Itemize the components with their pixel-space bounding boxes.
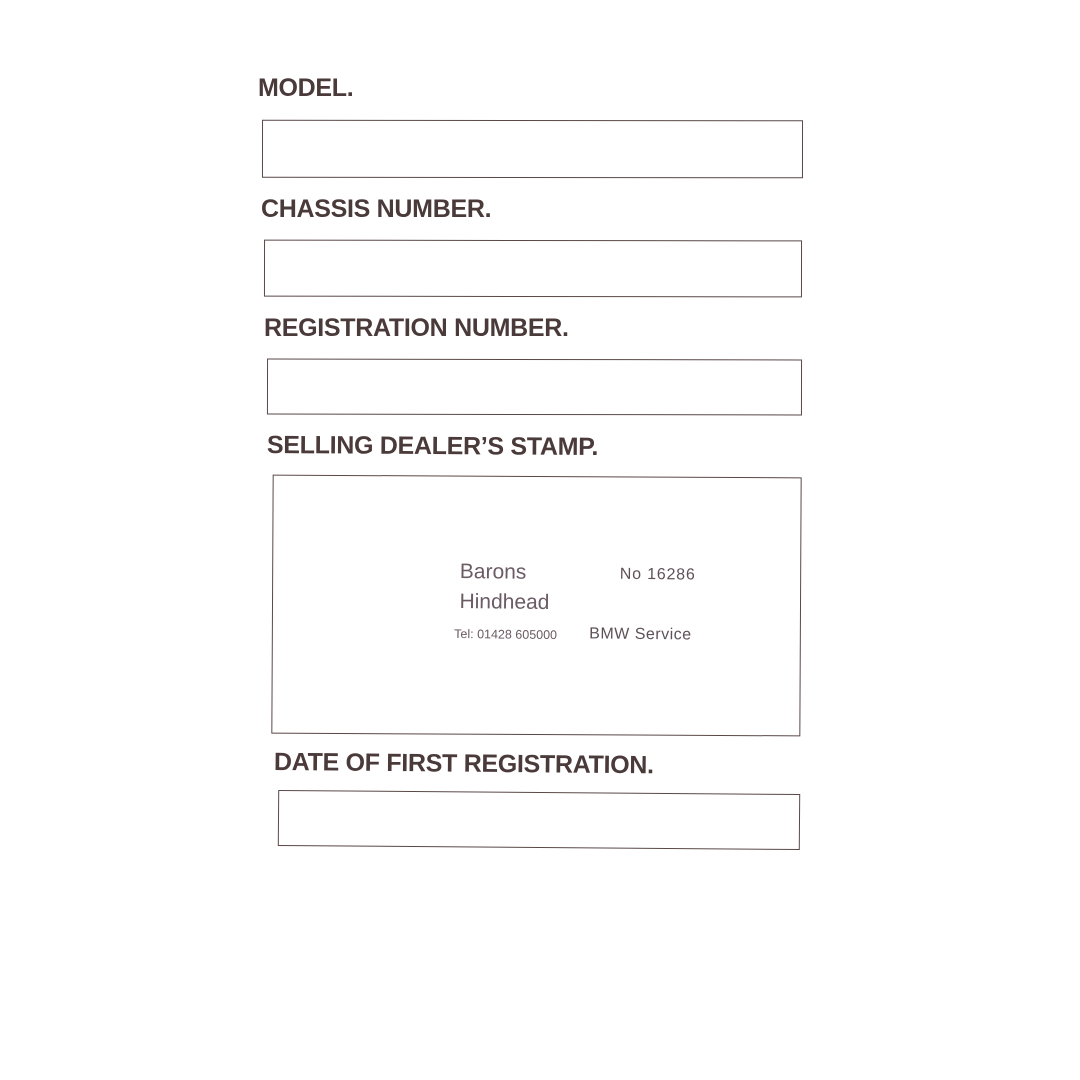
stamp-telephone: Tel: 01428 605000 <box>454 626 558 643</box>
selling-dealer-stamp-label: SELLING DEALER’S STAMP. <box>266 431 599 462</box>
model-field[interactable] <box>262 120 803 178</box>
stamp-service: BMW Service <box>589 625 692 644</box>
model-label: MODEL. <box>258 74 354 102</box>
registration-number-label: REGISTRATION NUMBER. <box>264 314 569 342</box>
stamp-dealer-name: Barons <box>459 560 527 584</box>
dealer-stamp <box>454 556 715 649</box>
date-of-first-registration-label: DATE OF FIRST REGISTRATION. <box>273 748 654 780</box>
chassis-number-label: CHASSIS NUMBER. <box>261 195 492 223</box>
stamp-number: No 16286 <box>619 565 696 584</box>
stamp-dealer-town: Hindhead <box>459 590 550 614</box>
date-of-first-registration-field[interactable] <box>278 790 800 850</box>
chassis-number-field[interactable] <box>264 240 802 298</box>
registration-number-field[interactable] <box>267 359 802 416</box>
